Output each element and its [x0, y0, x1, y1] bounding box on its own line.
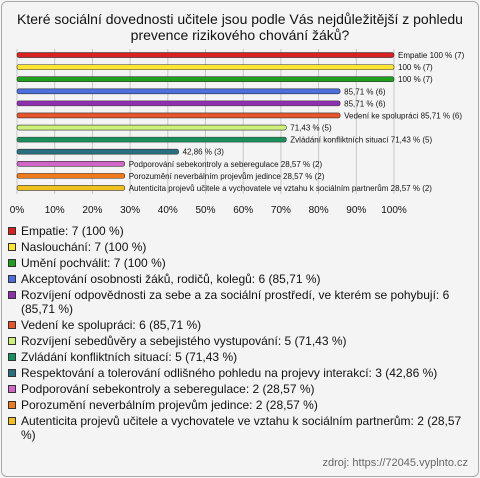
- legend-swatch: [8, 275, 16, 283]
- bar-data-label: 42,86 % (3): [182, 147, 224, 157]
- bar: [17, 77, 394, 82]
- legend-label: Rozvíjení odpovědnosti za sebe a za sociální prostředí, ve kterém se pohybují: 6 (85,71 %): [21, 288, 450, 316]
- bar: [17, 185, 125, 190]
- x-tick-label: 40%: [157, 205, 178, 216]
- bar: [17, 53, 394, 58]
- legend-item: [8, 224, 476, 238]
- bar: [17, 149, 179, 154]
- x-tick-label: 100%: [381, 205, 407, 216]
- legend-item: [8, 240, 476, 254]
- legend-swatch: [8, 385, 16, 393]
- x-tick-label: 50%: [195, 205, 216, 216]
- bar-data-label: Porozumění neverbálním projevům jedince 28,57 % (2): [128, 171, 325, 181]
- legend-label: Porozumění neverbálním projevům jedince: 2 (28,57 %): [21, 398, 318, 412]
- bar: [17, 161, 125, 166]
- x-tick-label: 60%: [233, 205, 254, 216]
- bar: [17, 137, 286, 142]
- legend-item: [8, 350, 476, 364]
- bar-data-label: 85,71 % (6): [344, 87, 386, 97]
- legend-item: [8, 334, 476, 348]
- legend-swatch: [8, 417, 16, 425]
- legend-label: Respektování a tolerování odlišného pohledu na projevy interakcí: 3 (42,86 %): [21, 366, 438, 380]
- legend-item: [8, 256, 476, 270]
- bar-data-label: 100 % (7): [398, 75, 433, 85]
- legend: [8, 224, 476, 444]
- bar-data-label: Podporování sebekontroly a seberegulace 28,57 % (2): [128, 159, 323, 169]
- x-tick-label: 10%: [44, 205, 65, 216]
- bar-data-label: Vedení ke spolupráci 85,71 % (6): [344, 111, 462, 121]
- legend-label: Rozvíjení sebedůvěry a sebejistého vystupování: 5 (71,43 %): [21, 334, 347, 348]
- x-tick-label: 90%: [346, 205, 367, 216]
- bar-data-label: 100 % (7): [398, 63, 433, 73]
- bar: [17, 89, 340, 94]
- legend-label: Akceptování osobnosti žáků, rodičů, kolegů: 6 (85,71 %): [21, 272, 321, 286]
- bar: [17, 101, 340, 106]
- bar: [17, 173, 125, 178]
- chart-title: Které sociální dovednosti učitele jsou podle Vás nejdůležitější z pohledu prevence rizikového chování žáků?: [17, 11, 463, 43]
- legend-swatch: [8, 337, 16, 345]
- legend-swatch: [8, 321, 16, 329]
- legend-item: [8, 414, 476, 442]
- legend-item: [8, 318, 476, 332]
- chart-panel: [1, 1, 479, 477]
- legend-label: Vedení ke spolupráci: 6 (85,71 %): [21, 318, 202, 332]
- x-tick-label: 30%: [120, 205, 141, 216]
- legend-swatch: [8, 369, 16, 377]
- legend-swatch: [8, 259, 16, 267]
- legend-swatch: [8, 353, 16, 361]
- legend-item: [8, 272, 476, 286]
- bar-data-label: Zvládání konfliktních situací 71,43 % (5): [290, 135, 433, 145]
- bar: [17, 113, 340, 118]
- legend-item: [8, 398, 476, 412]
- legend-swatch: [8, 401, 16, 409]
- legend-swatch: [8, 291, 16, 299]
- bar-chart: [2, 2, 478, 222]
- bar: [17, 65, 394, 70]
- bar-data-label: 71,43 % (5): [290, 123, 332, 133]
- legend-label: Zvládání konfliktních situací: 5 (71,43 %): [21, 350, 238, 364]
- bar-data-label: 85,71 % (6): [344, 99, 386, 109]
- source-note: zdroj: https://72045.vyplnto.cz: [322, 457, 468, 469]
- x-tick-label: 70%: [270, 205, 291, 216]
- x-tick-label: 0%: [9, 205, 25, 216]
- legend-label: Umění pochválit: 7 (100 %): [21, 256, 166, 270]
- bar: [17, 125, 286, 130]
- legend-label: Empatie: 7 (100 %): [21, 224, 124, 238]
- legend-label: Naslouchání: 7 (100 %): [21, 240, 147, 254]
- legend-label: Autenticita projevů učitele a vychovatele ve vztahu k sociálním partnerům: 2 (28,57 %): [21, 414, 462, 442]
- x-tick-label: 80%: [308, 205, 329, 216]
- legend-item: [8, 382, 476, 396]
- legend-swatch: [8, 243, 16, 251]
- x-tick-label: 20%: [82, 205, 103, 216]
- bar-data-label: Autenticita projevů učitele a vychovatele ve vztahu k sociálním partnerům 28,57 % (2): [128, 183, 432, 193]
- legend-item: [8, 288, 476, 316]
- legend-swatch: [8, 227, 16, 235]
- legend-item: [8, 366, 476, 380]
- bar-data-label: Empatie 100 % (7): [398, 51, 465, 61]
- legend-label: Podporování sebekontroly a seberegulace: 2 (28,57 %): [21, 382, 315, 396]
